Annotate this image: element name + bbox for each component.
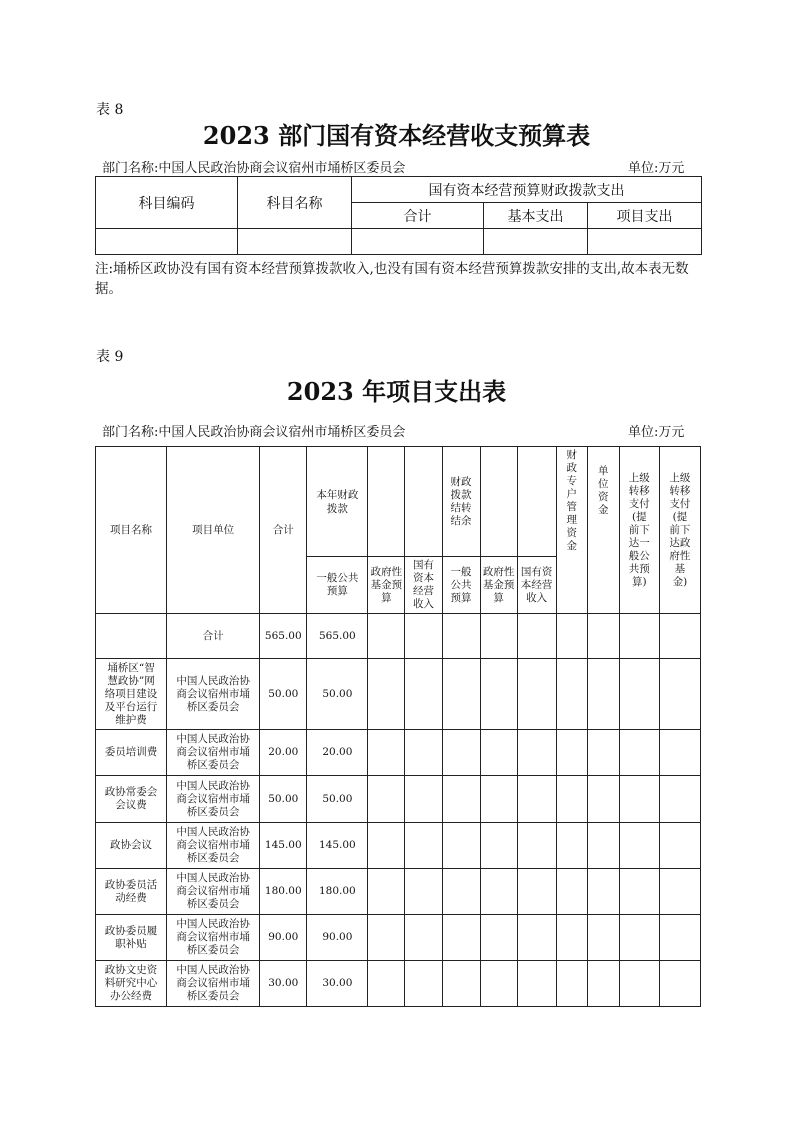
row-general: 180.00	[307, 869, 368, 915]
header-subject-name: 科目名称	[238, 177, 352, 229]
table-row	[96, 823, 701, 869]
row-general: 145.00	[307, 823, 368, 869]
header-special-account	[556, 447, 587, 614]
header-special-account-text: 财政专户管理资金	[566, 449, 577, 552]
header-total: 合计	[260, 447, 307, 614]
table8-title: 2023 部门国有资本经营收支预算表	[202, 121, 591, 150]
table9-unit: 单位:万元	[628, 425, 685, 440]
header-project-name: 项目名称	[96, 447, 167, 614]
row-project-name: 政协会议	[96, 823, 167, 869]
header-general-budget	[307, 557, 368, 614]
header-state-capital	[405, 557, 442, 614]
header-gov-fund-2-text: 政府性基金预算	[482, 565, 515, 604]
header-subject-code: 科目编码	[96, 177, 238, 229]
row-project-unit: 中国人民政治协商会议宿州市埇桥区委员会	[167, 659, 260, 730]
row-project-name: 政协常委会会议费	[96, 776, 167, 823]
table-row	[96, 961, 701, 1007]
table-row	[96, 659, 701, 730]
table-row-empty	[96, 229, 702, 255]
header-current-year-appropriation	[307, 447, 368, 557]
header-general-budget-2-text: 一般公共预算	[450, 565, 472, 604]
table9-label: 表 9	[96, 349, 124, 365]
header-state-capital-expenditure: 国有资本经营预算财政拨款支出	[352, 177, 702, 203]
table-row	[96, 730, 701, 776]
header-current-year-text: 本年财政拨款	[316, 488, 359, 515]
table8-unit: 单位:万元	[628, 161, 685, 176]
row-general: 50.00	[307, 776, 368, 823]
table-row	[96, 915, 701, 961]
table-row-total	[96, 614, 701, 659]
header-transfer-general-text: 上级转移支付(提前下达一般公共预算)	[628, 471, 650, 588]
table8	[95, 176, 702, 255]
row-total: 20.00	[260, 730, 307, 776]
row-project-unit: 中国人民政治协商会议宿州市埇桥区委员会	[167, 776, 260, 823]
header-unit-funds	[587, 447, 619, 614]
header-transfer-general	[619, 447, 659, 614]
header-state-capital-text: 国有资本经营收入	[412, 559, 434, 610]
total-general-value: 565.00	[307, 614, 368, 659]
header-carryover-text: 财政拨款结转结余	[450, 475, 472, 527]
row-project-name: 政协文史资料研究中心办公经费	[96, 961, 167, 1007]
header-carryover	[442, 447, 480, 557]
row-total: 30.00	[260, 961, 307, 1007]
row-total: 50.00	[260, 776, 307, 823]
row-project-name: 委员培训费	[96, 730, 167, 776]
row-total: 50.00	[260, 659, 307, 730]
header-project-expenditure: 项目支出	[588, 203, 702, 229]
row-project-unit: 中国人民政治协商会议宿州市埇桥区委员会	[167, 823, 260, 869]
table-row	[96, 869, 701, 915]
row-project-name: 政协委员履职补贴	[96, 915, 167, 961]
header-basic-expenditure: 基本支出	[484, 203, 588, 229]
row-project-unit: 中国人民政治协商会议宿州市埇桥区委员会	[167, 961, 260, 1007]
table8-label: 表 8	[96, 102, 124, 118]
total-value: 565.00	[260, 614, 307, 659]
header-gov-fund-2	[480, 557, 517, 614]
header-general-budget-text: 一般公共预算	[316, 572, 359, 597]
header-gov-fund	[368, 557, 405, 614]
row-project-unit: 中国人民政治协商会议宿州市埇桥区委员会	[167, 730, 260, 776]
header-total: 合计	[352, 203, 484, 229]
row-project-name: 埇桥区“智慧政协”网络项目建设及平台运行维护费	[96, 659, 167, 730]
row-general: 90.00	[307, 915, 368, 961]
header-state-capital-2-text: 国有资本经营收入	[520, 565, 553, 604]
table8-note: 注:埇桥区政协没有国有资本经营预算拨款收入,也没有国有资本经营预算拨款安排的支出,故本表无数据。	[95, 261, 689, 297]
row-project-unit: 中国人民政治协商会议宿州市埇桥区委员会	[167, 915, 260, 961]
row-total: 180.00	[260, 869, 307, 915]
header-general-budget-2	[442, 557, 480, 614]
header-state-capital-2	[517, 557, 556, 614]
table9-department: 部门名称:中国人民政治协商会议宿州市埇桥区委员会	[102, 425, 406, 440]
header-project-unit: 项目单位	[167, 447, 260, 614]
table8-department: 部门名称:中国人民政治协商会议宿州市埇桥区委员会	[102, 161, 406, 176]
header-gov-fund-text: 政府性基金预算	[370, 565, 403, 604]
row-project-name: 政协委员活动经费	[96, 869, 167, 915]
row-total: 145.00	[260, 823, 307, 869]
total-label: 合计	[167, 614, 260, 659]
row-general: 20.00	[307, 730, 368, 776]
table9-title: 2023 年项目支出表	[286, 377, 507, 406]
header-unit-funds-text: 单位资金	[597, 465, 609, 516]
row-project-unit: 中国人民政治协商会议宿州市埇桥区委员会	[167, 869, 260, 915]
row-general: 50.00	[307, 659, 368, 730]
row-general: 30.00	[307, 961, 368, 1007]
table9	[95, 446, 701, 1007]
header-transfer-fund	[659, 447, 700, 614]
row-total: 90.00	[260, 915, 307, 961]
header-transfer-fund-text: 上级转移支付(提前下达政府性基金)	[669, 471, 691, 588]
table-row	[96, 776, 701, 823]
